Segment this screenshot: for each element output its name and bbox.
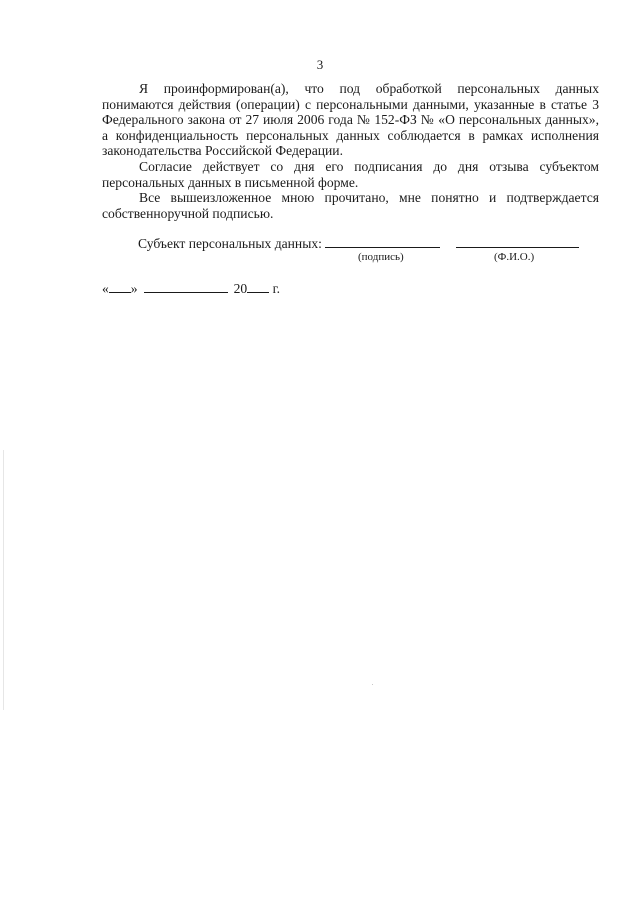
year-prefix: 20 bbox=[233, 281, 248, 296]
scan-speck bbox=[372, 684, 373, 685]
date-line bbox=[102, 281, 280, 297]
signature-label: Субъект персональных данных: bbox=[138, 236, 322, 251]
scan-margin-line bbox=[3, 450, 4, 710]
year-field[interactable] bbox=[247, 281, 269, 293]
month-field[interactable] bbox=[144, 281, 228, 293]
page-number: 3 bbox=[316, 57, 324, 72]
year-suffix: г. bbox=[272, 281, 281, 296]
consent-text bbox=[102, 81, 599, 221]
paragraph-confirmation: Все вышеизложенное мною прочитано, мне понятно и подтверждается собственноручной подписью. bbox=[102, 190, 599, 221]
paragraph-consent-validity: Согласие действует со дня его подписания до дня отзыва субъектом персональных данных в письменной форме. bbox=[102, 158, 599, 190]
day-close-quote: » bbox=[130, 281, 138, 296]
full-name-field[interactable] bbox=[456, 235, 579, 248]
signature-field[interactable] bbox=[325, 235, 440, 248]
full-name-caption: (Ф.И.О.) bbox=[494, 251, 535, 263]
signature-caption: (подпись) bbox=[358, 251, 404, 263]
day-open-quote: « bbox=[102, 281, 109, 296]
day-field[interactable] bbox=[109, 281, 131, 293]
signature-row bbox=[138, 235, 608, 252]
paragraph-processing-definition: Я проинформирован(а), что под обработкой персональных данных понимаются действия (операции) с персональными данными, указанные в статье 3 Федерального закона от 27 июля 2006 года № 152-ФЗ № «О персональных данных», а конфиденциальность персональных данных соблюдается в рамках исполнения законодательства Российской Федерации. bbox=[102, 81, 599, 159]
